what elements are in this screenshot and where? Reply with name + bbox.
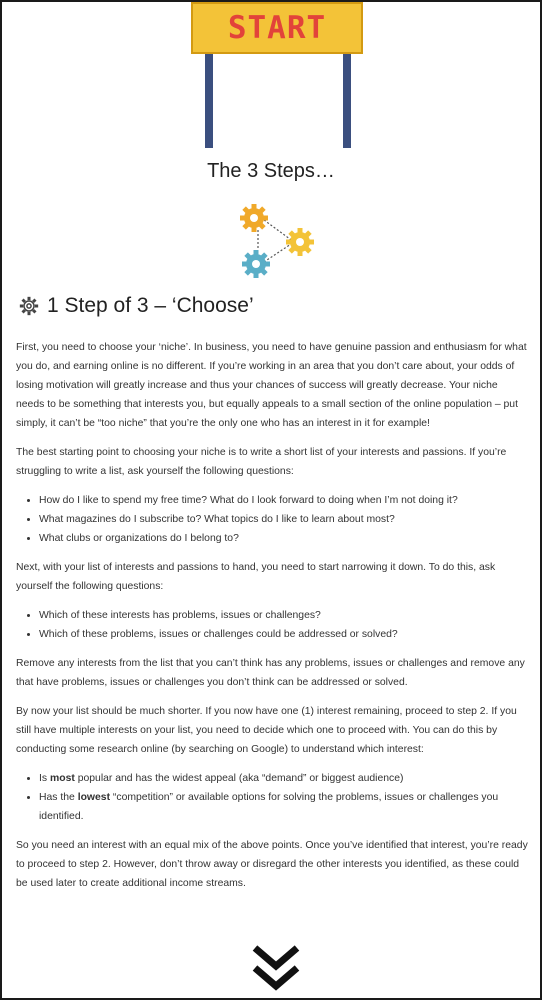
double-chevron-down-icon[interactable] — [251, 942, 301, 996]
step-title — [19, 294, 254, 318]
paragraph-narrowing: Next, with your list of interests and passions to hand, you need to start narrowing it down. To do this, ask yourself the following questions: — [16, 562, 496, 592]
list-item-text: popular and has the widest appeal (aka “demand” or biggest audience) — [74, 773, 404, 784]
list-item — [39, 769, 528, 788]
gear-yellow-icon — [286, 228, 314, 256]
list-item-text: Is — [39, 773, 50, 784]
list-item: • Which of these problems, issues or challenges could be addressed or solved? — [39, 625, 528, 644]
list-item — [39, 788, 528, 826]
list-item: • What magazines do I subscribe to? What topics do I like to learn about most? — [39, 510, 528, 529]
list-item-text: Has the — [39, 792, 78, 803]
paragraph-conclusion: So you need an interest with an equal mix of the above points. Once you’ve identified that interest, you’re ready to proceed to step 2. However, don’t throw away or disregard the other interests you identified, as these could be used later to create additional income streams. — [16, 840, 528, 889]
banner-board — [191, 2, 363, 54]
paragraph-starting-point: The best starting point to choosing your niche is to write a short list of your interests and passions. If you’re struggling to write a list, ask yourself the following questions: — [16, 447, 507, 477]
paragraph-remove: Remove any interests from the list that you can’t think has any problems, issues or challenges and remove any that have problems, issues or challenges you don’t think can be addressed or solved. — [16, 658, 525, 688]
gear-orange-icon — [240, 204, 268, 232]
steps-heading: The 3 Steps… — [207, 160, 335, 182]
gears-illustration — [234, 202, 324, 282]
banner-text: START — [227, 10, 327, 46]
paragraph-research: By now your list should be much shorter. If you now have one (1) interest remaining, proceed to step 2. If you still have multiple interests on your list, you need to decide which one to proceed with. You can do this by conducting some research online (by searching on Google) to understand which interest: — [16, 706, 517, 755]
criteria-list — [16, 769, 528, 826]
paragraph-intro: First, you need to choose your ‘niche’. In business, you need to have genuine passion and enthusiasm for what you do, and earning online is no different. If you’re working in an area that you don’t care about, your odds of losing motivation will greatly increase and thus your chances of success will greatly decrease. Your niche needs to be something that interests you, but equally appeals to a small section of the online population – put simply, it can’t be “too niche” that you’re the only one who has an interest in it for example! — [16, 342, 527, 429]
list-item: • How do I like to spend my free time? What do I look forward to doing when I’m not doing it? — [39, 491, 528, 510]
list-item-emphasis: lowest — [77, 792, 111, 803]
start-banner — [191, 2, 363, 148]
list-item-text: “competition” or available options for solving the problems, issues or challenges you identified. — [39, 792, 499, 822]
banner-pole-right — [343, 42, 351, 148]
question-list-interests — [16, 491, 528, 548]
list-item-emphasis: most — [49, 773, 75, 784]
list-item: • What clubs or organizations do I belong to? — [39, 529, 528, 548]
question-list-problems — [16, 606, 528, 644]
gear-blue-icon — [242, 250, 270, 278]
step-title-text: 1 Step of 3 – ‘Choose’ — [47, 294, 254, 317]
banner-pole-left — [205, 42, 213, 148]
list-item: • Which of these interests has problems, issues or challenges? — [39, 606, 528, 625]
article-body — [16, 338, 528, 903]
gear-icon — [19, 296, 39, 316]
